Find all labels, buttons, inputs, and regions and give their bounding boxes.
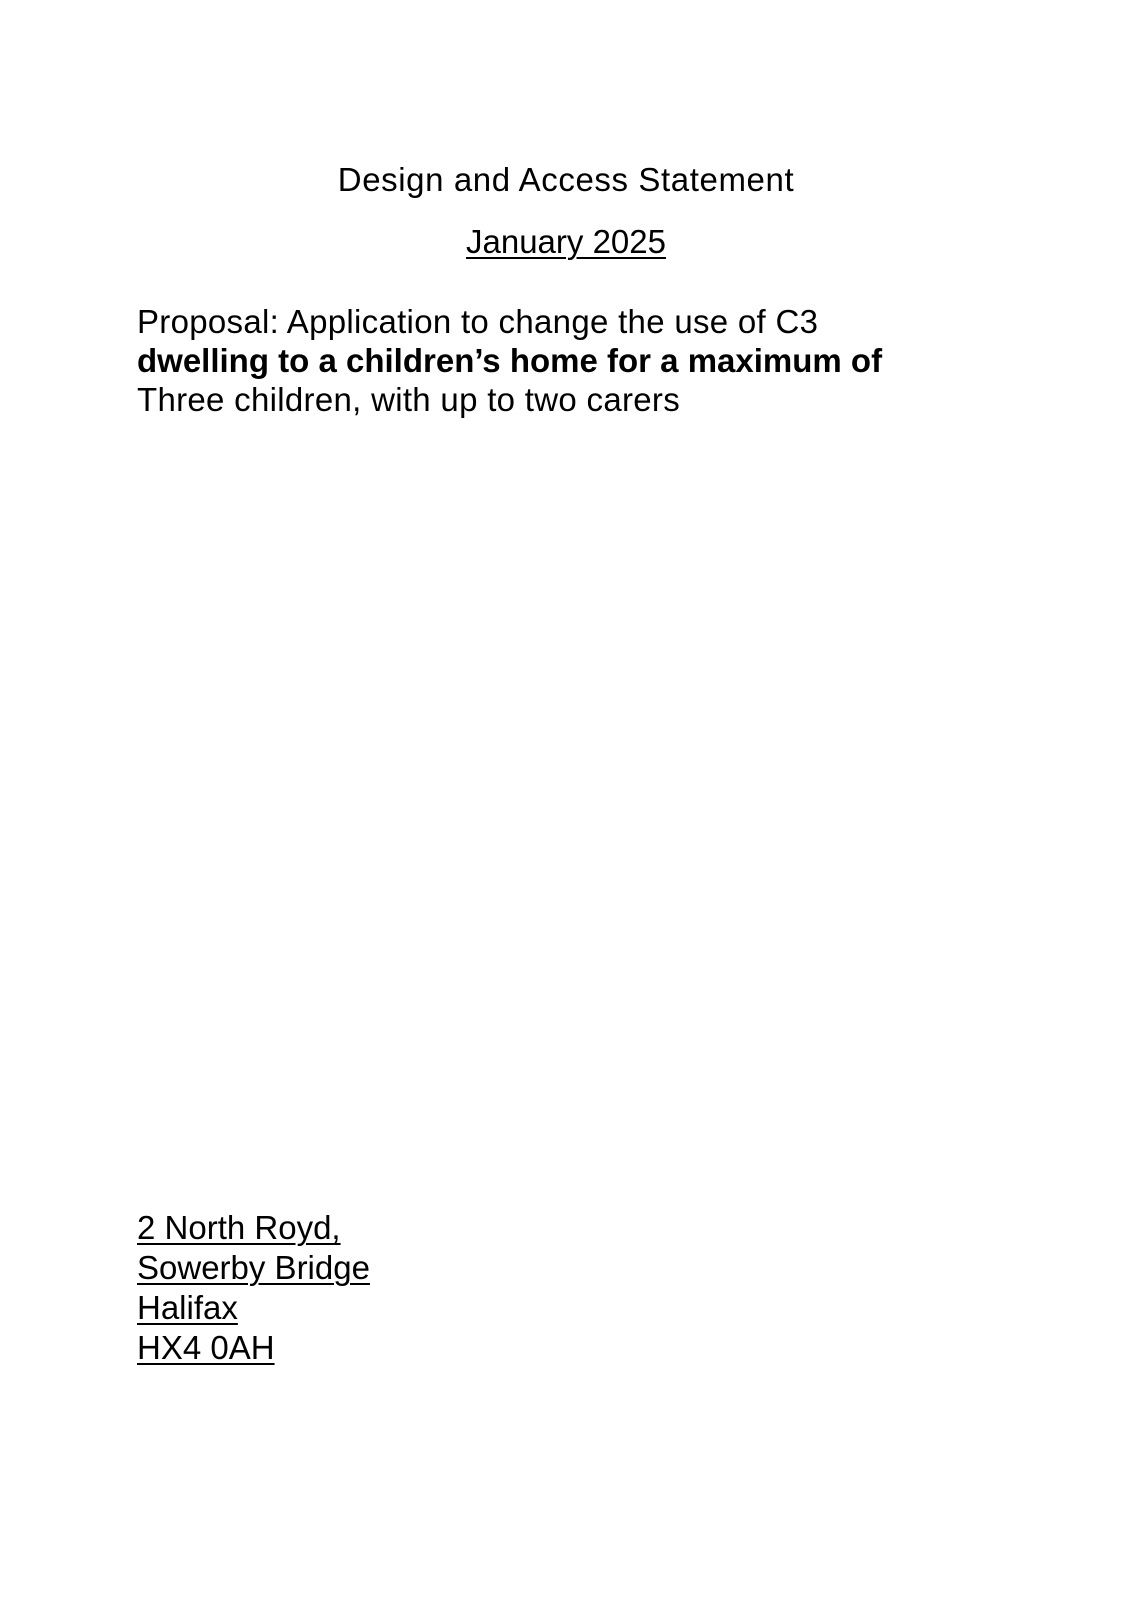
address-line-4-text: HX4 0AH (137, 1329, 275, 1366)
address-line-3 (137, 1288, 370, 1328)
proposal-line-2: dwelling to a children’s home for a maximum of (137, 342, 883, 379)
address-line-1 (137, 1208, 370, 1248)
document-date-text: January 2025 (466, 223, 666, 260)
site-address (137, 1208, 370, 1368)
proposal-line-3: Three children, with up to two carers (137, 381, 680, 418)
address-line-3-text: Halifax (137, 1289, 238, 1326)
address-line-2 (137, 1248, 370, 1288)
document-date (0, 222, 1132, 262)
address-line-2-text: Sowerby Bridge (137, 1249, 370, 1286)
proposal-paragraph (137, 302, 1057, 419)
document-title: Design and Access Statement (337, 161, 795, 198)
proposal-line-1: Proposal: Application to change the use of C3 (137, 303, 819, 340)
address-line-1-text: 2 North Royd, (137, 1209, 341, 1246)
address-line-4 (137, 1328, 370, 1368)
